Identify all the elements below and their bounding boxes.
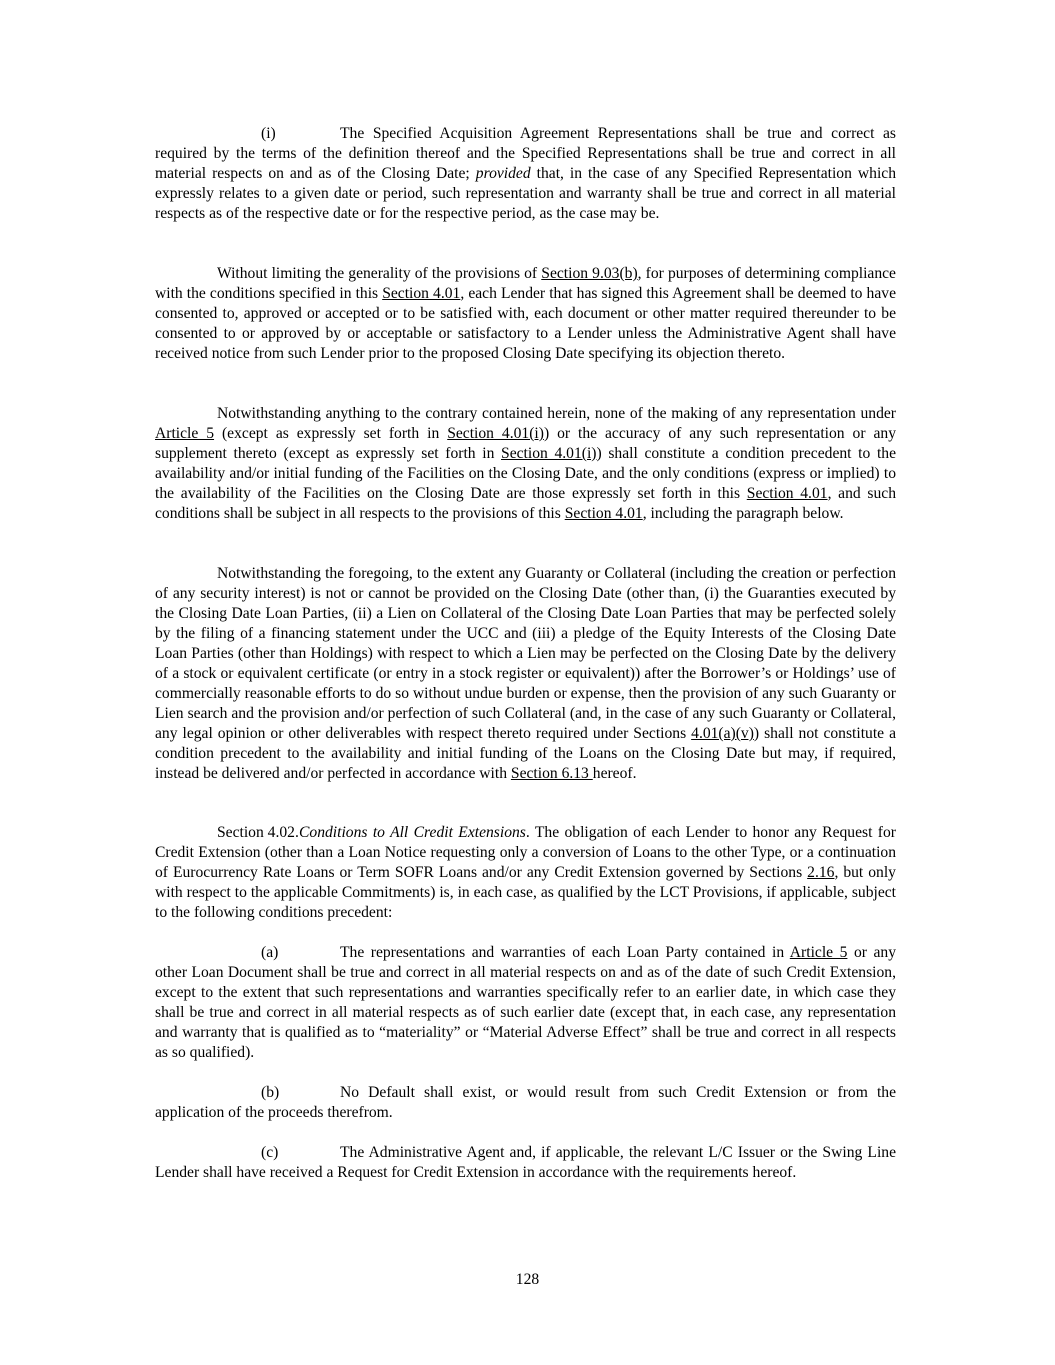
cross-reference-link: Section 4.01(i) [447,425,544,442]
cross-reference-link: Section 4.01 [564,505,643,522]
paragraph-i: (i) The Specified Acquisition Agreement Representations shall be true and correct as required by the terms of the definition thereof and the Specified Representations shall be true and correct in all material respects on and as of the Closing Date; provided that, in the case of any Specified Representation which expressly relates to a given date or period, such representation and warranty shall be true and correct in all material respects as of the respective date or for the respective period, as the case may be. [155,125,896,222]
item-label: (a) [261,944,279,961]
section-heading: Conditions to All Credit Extensions [299,824,526,841]
paragraph-notwithstanding-contrary: Notwithstanding anything to the contrary contained herein, none of the making of any representation under Article 5 (except as expressly set forth in Section 4.01(i)) or the accuracy of any such representation or any supplement thereto (except as expressly set forth in Section 4.01(i)) shall constitute a condition precedent to the availability and/or initial funding of the Facilities on the Closing Date, and the only conditions (express or implied) to the availability of the Facilities on the Closing Date are those expressly set forth in this Section 4.01, and such conditions shall be subject in all respects to the provisions of this Section 4.01, including the paragraph below. [155,405,897,522]
paragraph-a: (a) The representations and warranties of each Loan Party contained in Article 5 or any other Loan Document shall be true and correct in all material respects on and as of the date of such Credit Extension, except to the extent that such representations and warranties specifically refer to an earlier date, in which case they shall be true and correct in all material respects as of such earlier date (except that, in each case, any representation and warranty that is qualified as to “materiality” or “Material Adverse Effect” shall be true and correct in all respects as so qualified). [155,944,896,1061]
cross-reference-link: Article 5 [155,425,215,442]
cross-reference-link: 4.01(a)(v) [691,725,754,742]
cross-reference-link: Section 4.01 [746,485,828,502]
item-label: (b) [261,1084,280,1101]
cross-reference-link: Section 6.13 [510,765,593,782]
item-label: (c) [261,1144,279,1161]
page-number: 128 [515,1271,540,1288]
cross-reference-link: Section 4.01 [382,285,461,302]
paragraph-b: (b) No Default shall exist, or would result from such Credit Extension or from the application of the proceeds therefrom. [155,1084,896,1121]
paragraph-notwithstanding-foregoing: Notwithstanding the foregoing, to the extent any Guaranty or Collateral (including the creation or perfection of any security interest) is not or cannot be provided on the Closing Date (other than, (i) the Guaranties executed by the Closing Date Loan Parties, (ii) a Lien on Collateral of the Closing Date Loan Parties that may be perfected solely by the filing of a financing statement under the UCC and (iii) a pledge of the Equity Interests of the Closing Date Loan Parties (other than Holdings) with respect to which a Lien may be perfected on the Closing Date by the delivery of a stock or equivalent certificate (or entry in a stock register or equivalent)) after the Borrower’s or Holdings’ use of commercially reasonable efforts to do so without undue burden or expense, then the provision of any such Guaranty or Lien search and the provision and/or perfection of such Collateral (and, in the case of any such Guaranty or Collateral, any legal opinion or other deliverables with respect thereto required under Sections 4.01(a)(v)) shall not constitute a condition precedent to the availability and initial funding of the Loans on the Closing Date but may, if required, instead be delivered and/or perfected in accordance with Section 6.13 hereof. [155,565,896,782]
cross-reference-link: Section 9.03(b) [541,265,638,282]
cross-reference-link: Section 4.01(i) [501,445,597,462]
item-label: (i) [261,125,276,142]
cross-reference-link: 2.16 [807,864,835,881]
section-number: Section 4.02. [217,824,299,841]
cross-reference-link: Article 5 [789,944,848,961]
paragraph-c: (c) The Administrative Agent and, if applicable, the relevant L/C Issuer or the Swing Line Lender shall have received a Request for Credit Extension in accordance with the requirements hereof. [155,1144,896,1181]
paragraph-without-limiting: Without limiting the generality of the provisions of Section 9.03(b), for purposes of determining compliance with the conditions specified in this Section 4.01, each Lender that has signed this Agreement shall be deemed to have consented to, approved or accepted or to be satisfied with, each document or other matter required thereunder to be consented to or approved by or acceptable or satisfactory to a Lender unless the Administrative Agent shall have received notice from such Lender prior to the proposed Closing Date specifying its objection thereto. [155,265,896,362]
section-4-02-paragraph: Section 4.02.Conditions to All Credit Extensions. The obligation of each Lender to honor any Request for Credit Extension (other than a Loan Notice requesting only a conversion of Loans to the other Type, or a continuation of Eurocurrency Rate Loans or Term SOFR Loans and/or any Credit Extension governed by Sections 2.16, but only with respect to the applicable Commitments) is, in each case, as qualified by the LCT Provisions, if applicable, subject to the following conditions precedent: [155,824,896,921]
